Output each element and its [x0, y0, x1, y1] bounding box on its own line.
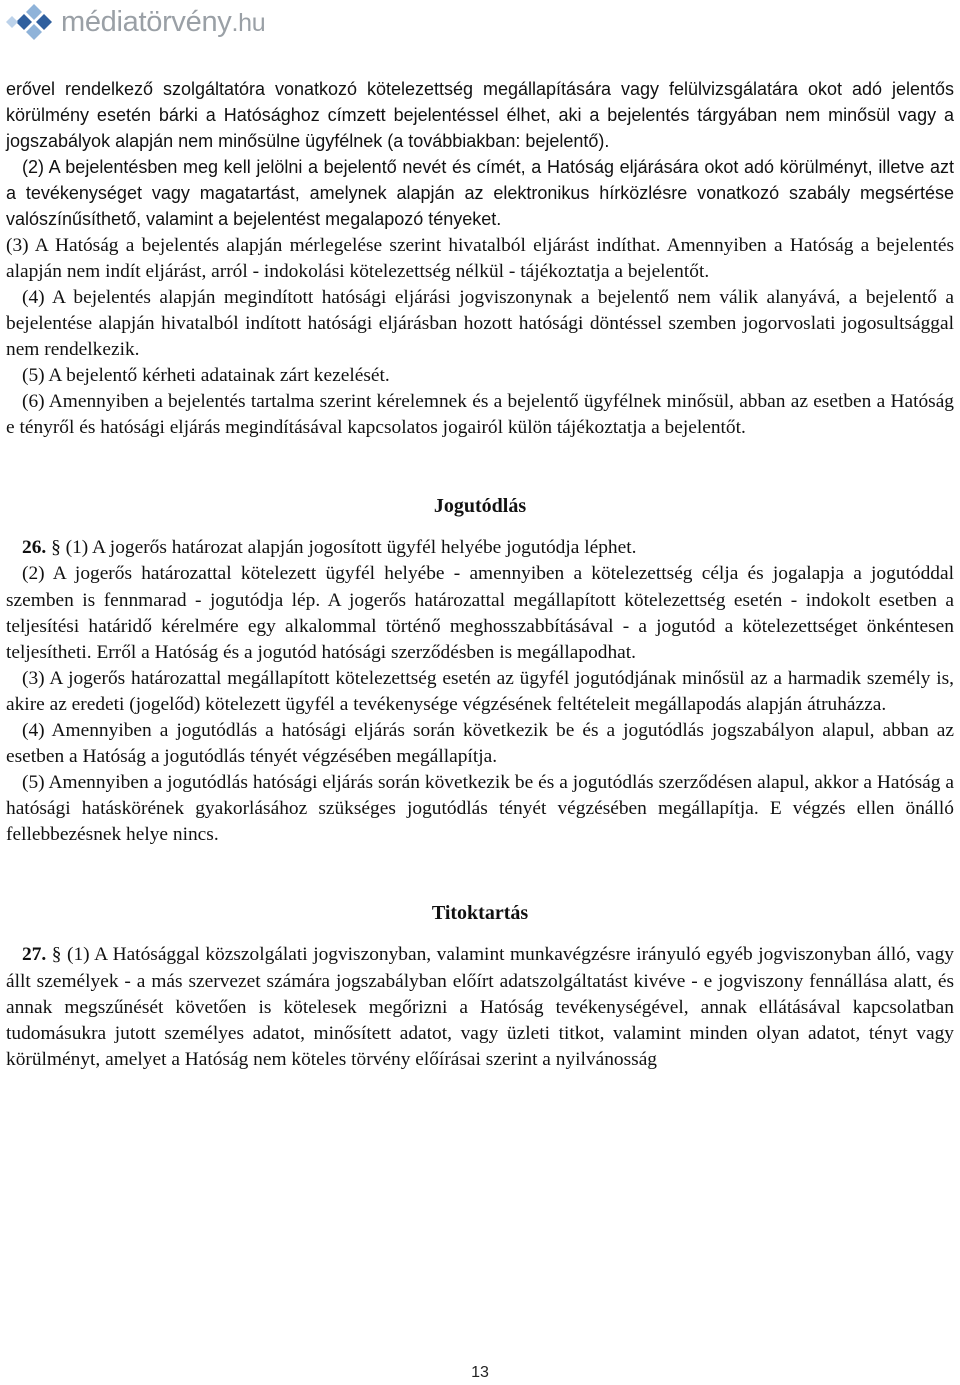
logo-domain-text: .hu [231, 8, 266, 37]
logo-diamonds-icon [6, 4, 58, 40]
document-body [6, 76, 954, 1073]
section-26-para-4: (4) Amennyiben a jogutódlás a hatósági eljárás során következik be és a jogutódlás jogszabályon alapul, abban az esetben a Hatóság a jogutódlás tényét végzésében megállapítja. [6, 719, 954, 768]
heading-jogutodlas: Jogutódlás [433, 495, 527, 518]
section-26-para-3: (3) A jogerős határozattal megállapított kötelezettség esetén az ügyfél jogutódjának minősül az a harmadik személy is, akire az eredeti (jogelőd) kötelezett ügyfél a tevékenysége végzésének feltételeit megállapodás alapján átruházza. [6, 667, 954, 715]
intro-paragraph: erővel rendelkező szolgáltatóra vonatkozó kötelezettség megállapítására vagy felülvizsgálatára okot adó jelentős körülmény esetén bárki a Hatósághoz címzett bejelentéssel élhet, aki a bejelentés tárgyában nem minősül vagy a jogszabályok alapján nem minősülne ügyfélnek (a továbbiakban: bejelentő). [6, 79, 954, 152]
paragraph-3: (3) A Hatóság a bejelentés alapján mérlegelése szerint hivatalból eljárást indíthat. Amennyiben a Hatóság a bejelentés alapján nem indít eljárást, arról - indokolási kötelezettség nélkül - tájékoztatja a bejelentőt. [6, 234, 954, 282]
section-27-first [6, 942, 954, 1072]
section-number: 27. [22, 944, 47, 966]
section-26-para-5: (5) Amennyiben a jogutódlás hatósági eljárás során következik be és a jogutódlás szerződésen alapul, akkor a Hatóság a hatósági hatáskörének gyakorlásához szükséges jogutódlás tényét végzésében megállapítja. E végzés ellen önálló fellebbezésnek helye nincs. [6, 772, 954, 846]
intro-block [6, 76, 954, 233]
paragraph-5: (5) A bejelentő kérheti adatainak zárt kezelését. [22, 365, 390, 387]
intro-paragraph-2: (2) A bejelentésben meg kell jelölni a bejelentő nevét és címét, a Hatóság eljárására okot adó körülményt, illetve azt a tevékenységet vagy magatartást, amelynek alapján az elektronikus hírközlésre vonatkozó szabály megsértése valószínűsíthető, valamint a bejelentést megalapozó tényeket. [6, 157, 954, 230]
section-number: 26. [22, 537, 47, 559]
logo-main-text: médiatörvény [61, 5, 232, 38]
section-26-para-2: (2) A jogerős határozattal kötelezett ügyfél helyébe - amennyiben a kötelezettség célja és jogalapja a jogutóddal szemben is fennmarad - jogutódja lép. A jogerős határozattal megállapított kötelezettség esetén - indokolt esetben a teljesítési határidő kérelmére egy alkalommal történő meghosszabbításával - a jogutód a kötelezettséget önkéntesen teljesítheti. Erről a Hatóság és a jogutód hatósági szerződésben is megállapodhat. [6, 563, 954, 663]
logo-text [61, 4, 265, 41]
paragraph-4: (4) A bejelentés alapján megindított hatósági eljárási jogviszonynak a bejelentő nem válik alanyává, a bejelentő a bejelentése alapján hivatalból indított hatósági eljárásban hozott hatósági döntéssel szemben jogorvoslati jogosultsággal nem rendelkezik. [6, 286, 954, 360]
paragraph-6: (6) Amennyiben a bejelentés tartalma szerint kérelemnek és a bejelentő ügyfélnek minősül, abban az esetben a Hatóság e tényről és hatósági eljárás megindításával kapcsolatos jogairól külön tájékoztatja a bejelentőt. [6, 391, 954, 439]
section-26-text: § (1) A jogerős határozat alapján jogosított ügyfél helyébe jogutódja léphet. [46, 537, 637, 559]
section-26-first [6, 535, 954, 561]
site-logo [6, 4, 265, 40]
page-number: 13 [471, 1364, 489, 1381]
section-27-text: § (1) A Hatósággal közszolgálati jogviszonyban, valamint munkavégzésre irányuló egyéb jogviszonyban álló, vagy állt személyek - a más szervezet számára jogszabályban előírt adatszolgáltatást kivéve - e jogviszony fennállása alatt, és annak megszűnését követően is kötelesek megőrizni a Hatóság tevékenységével, annak ellátásával kapcsolatban tudomásukra jutott személyes adatot, minősített adatot, vagy üzleti titkot, valamint minden olyan adatot, tényt vagy körülményt, amelyet a Hatóság nem köteles törvény előírásai szerint a nyilvánosság [6, 944, 954, 1070]
heading-titoktartas: Titoktartás [431, 902, 529, 925]
